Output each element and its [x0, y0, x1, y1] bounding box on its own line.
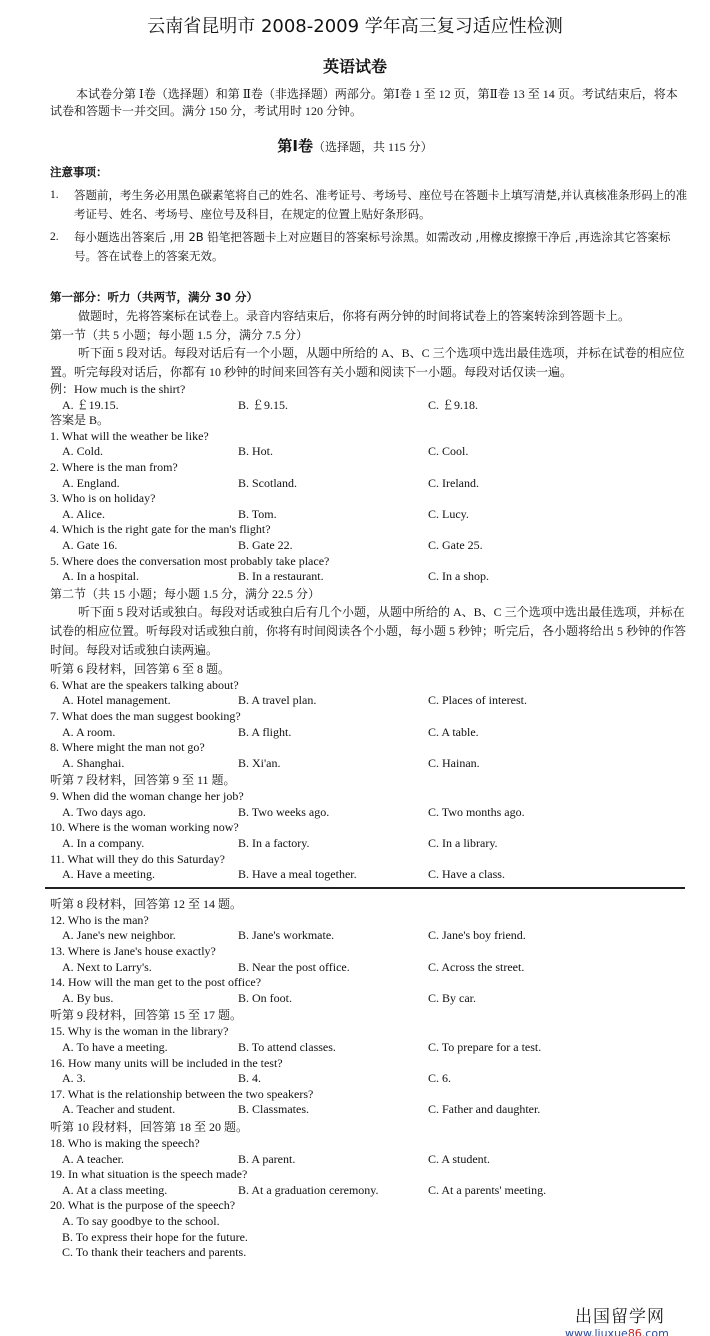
option-b: B. Scotland.	[238, 475, 297, 490]
section-heading: 听第 6 段材料，回答第 6 至 8 题。	[50, 661, 231, 676]
question: 2. Where is the man from?	[50, 459, 178, 474]
question: 11. What will they do this Saturday?	[50, 851, 225, 866]
option-line: C. To thank their teachers and parents.	[62, 1245, 247, 1260]
volume-title: 第Ⅰ卷	[277, 137, 314, 155]
question: 6. What are the speakers talking about?	[50, 677, 239, 692]
logo-text: 出国留学网	[575, 1307, 665, 1327]
options-row	[50, 960, 690, 976]
section-heading: 听第 7 段材料，回答第 9 至 11 题。	[50, 773, 236, 788]
option-b: B. 4.	[238, 1071, 262, 1086]
option-b: B. Tom.	[238, 506, 277, 521]
question: 19. In what situation is the speech made?	[50, 1167, 248, 1182]
option-line: A. To say goodbye to the school.	[62, 1213, 220, 1228]
question: 答案是 B。	[50, 413, 110, 428]
part-heading: 第一部分：听力（共两节，满分 30 分）	[50, 290, 259, 304]
question: 18. Who is making the speech?	[50, 1135, 200, 1150]
option-b: B. A travel plan.	[238, 693, 317, 708]
option-a: A. Two days ago.	[62, 804, 146, 819]
option-b: B. Have a meal together.	[238, 867, 357, 882]
option-a: A. Have a meeting.	[62, 867, 155, 882]
section-heading: 第二节（共 15 小题；每小题 1.5 分，满分 22.5 分）	[50, 586, 321, 601]
option-b: B. Jane's workmate.	[238, 928, 335, 943]
options-row	[50, 1102, 690, 1118]
note-item	[50, 228, 690, 265]
option-c: C. To prepare for a test.	[428, 1040, 542, 1054]
option-a: A. England.	[62, 475, 120, 490]
option-b: B. Two weeks ago.	[238, 804, 330, 819]
divider-line	[45, 887, 685, 889]
option-c: C. Ireland.	[428, 475, 479, 490]
note-item	[50, 186, 690, 223]
question: 14. How will the man get to the post office?	[50, 975, 262, 990]
option-b: B. To attend classes.	[238, 1040, 336, 1054]
options-row	[50, 756, 690, 772]
options-row	[50, 991, 690, 1007]
option-b: B. Near the post office.	[238, 959, 350, 974]
logo-url: www.liuxue86.com	[565, 1327, 669, 1336]
option-c: C. Have a class.	[428, 867, 505, 882]
option-c: C. In a shop.	[428, 569, 489, 584]
option-b: B. Xi'an.	[238, 755, 281, 770]
option-line: B. To express their hope for the future.	[62, 1229, 248, 1244]
option-a: A. In a hospital.	[62, 569, 139, 584]
volume-heading	[0, 135, 710, 156]
question: 12. Who is the man?	[50, 912, 149, 927]
section-heading: 第一节（共 5 小题；每小题 1.5 分，满分 7.5 分）	[50, 328, 309, 342]
option-c: C. ￡9.18.	[428, 397, 479, 412]
option-b: B. Classmates.	[238, 1102, 309, 1117]
option-a: A. Teacher and student.	[62, 1102, 176, 1117]
option-a: A. A room.	[62, 724, 116, 739]
option-a: A. ￡19.15.	[62, 397, 119, 412]
option-b: B. Hot.	[238, 444, 274, 459]
question: 13. Where is Jane's house exactly?	[50, 944, 216, 959]
option-b: B. In a factory.	[238, 836, 310, 851]
option-c: C. Father and daughter.	[428, 1102, 541, 1117]
instruction-paragraph: 听下面 5 段对话。每段对话后有一个小题，从题中所给的 A、B、C 三个选项中选出最佳选项，并标在试卷的相应位置。听完每段对话后，你都有 10 秒钟的时间来回答有关小题和阅读下一小题。每段对话仅读一遍。	[50, 346, 685, 379]
option-a: A. Cold.	[62, 444, 104, 459]
option-b: B. At a graduation ceremony.	[238, 1182, 379, 1197]
intro-paragraph: 本试卷分第 Ⅰ卷（选择题）和第 Ⅱ卷（非选择题）两部分。第Ⅰ卷 1 至 12 页，第Ⅱ卷 13 至 14 页。考试结束后，将本试卷和答题卡一并交回。满分 150 分，考试用时 120 分钟。	[50, 87, 678, 118]
section-heading: 听第 10 段材料，回答第 18 至 20 题。	[50, 1119, 249, 1134]
option-a: A. 3.	[62, 1071, 86, 1086]
option-a: A. By bus.	[62, 990, 114, 1005]
instruction-paragraph: 听下面 5 段对话或独白。每段对话或独白后有几个小题，从题中所给的 A、B、C 三个选项中选出最佳选项，并标在试卷的相应位置。听每段对话或独白前，你将有时间阅读各个小题，每小题 5 秒钟；听完后，各小题将给出 5 秒钟的作答时间。每段对话或独白读两遍。	[50, 604, 687, 657]
option-a: A. Jane's new neighbor.	[62, 928, 176, 943]
instruction-paragraph: 做题时，先将答案标在试卷上。录音内容结束后，你将有两分钟的时间将试卷上的答案转涂到答题卡上。	[78, 309, 631, 323]
option-c: C. A student.	[428, 1151, 491, 1166]
options-row	[50, 867, 690, 883]
option-a: A. To have a meeting.	[62, 1040, 168, 1054]
option-a: A. Next to Larry's.	[62, 959, 152, 974]
options-row	[50, 538, 690, 554]
option-c: C. Jane's boy friend.	[428, 928, 526, 943]
options-row	[50, 1040, 690, 1056]
options-row	[50, 476, 690, 492]
question: 17. What is the relationship between the two speakers?	[50, 1086, 314, 1101]
options-row	[50, 836, 690, 852]
option-c: C. Hainan.	[428, 755, 480, 770]
notes-heading: 注意事项：	[50, 165, 108, 179]
note-number: 2.	[50, 231, 59, 243]
option-a: A. Hotel management.	[62, 693, 171, 708]
options-row	[50, 1152, 690, 1168]
option-b: B. In a restaurant.	[238, 569, 324, 584]
question: 20. What is the purpose of the speech?	[50, 1198, 236, 1213]
options-row	[50, 398, 690, 414]
exam-subtitle: 英语试卷	[322, 57, 387, 76]
section-heading: 听第 8 段材料，回答第 12 至 14 题。	[50, 896, 243, 911]
option-a: A. Gate 16.	[62, 537, 118, 552]
option-a: A. A teacher.	[62, 1151, 124, 1166]
exam-title: 云南省昆明市 2008-2009 学年高三复习适应性检测	[147, 16, 563, 37]
option-c: C. Two months ago.	[428, 804, 525, 819]
question: 4. Which is the right gate for the man's flight?	[50, 522, 271, 537]
option-c: C. At a parents' meeting.	[428, 1182, 547, 1197]
question: 5. Where does the conversation most probably take place?	[50, 553, 330, 568]
volume-note: （选择题，共 115 分）	[313, 140, 433, 154]
question: 10. Where is the woman working now?	[50, 820, 239, 835]
question: 15. Why is the woman in the library?	[50, 1024, 229, 1039]
options-row	[50, 928, 690, 944]
option-b: B. ￡9.15.	[238, 397, 289, 412]
question: 例：How much is the shirt?	[50, 382, 186, 396]
options-row	[50, 1071, 690, 1087]
option-c: C. Places of interest.	[428, 693, 527, 708]
option-c: C. Across the street.	[428, 959, 525, 974]
option-c: C. By car.	[428, 990, 476, 1005]
option-c: C. Cool.	[428, 444, 469, 459]
question: 7. What does the man suggest booking?	[50, 708, 241, 723]
option-a: A. Shanghai.	[62, 755, 125, 770]
question: 16. How many units will be included in the test?	[50, 1055, 283, 1070]
options-row	[50, 725, 690, 741]
site-logo	[565, 1302, 669, 1336]
options-row	[50, 805, 690, 821]
note-text: 答题前，考生务必用黑色碳素笔将自己的姓名、准考证号、考场号、座位号在答题卡上填写清楚,并认真核准条形码上的准考证号、姓名、考场号、座位号及科目，在规定的位置上贴好条形码。	[74, 188, 688, 221]
question: 9. When did the woman change her job?	[50, 789, 244, 804]
options-row	[50, 569, 690, 585]
question: 8. Where might the man not go?	[50, 740, 205, 755]
option-b: B. Gate 22.	[238, 537, 293, 552]
options-row	[50, 1183, 690, 1199]
section-heading: 听第 9 段材料，回答第 15 至 17 题。	[50, 1008, 243, 1023]
option-b: B. A parent.	[238, 1151, 296, 1166]
options-row	[50, 693, 690, 709]
option-a: A. In a company.	[62, 836, 145, 851]
question: 1. What will the weather be like?	[50, 428, 209, 443]
options-row	[50, 444, 690, 460]
option-c: C. In a library.	[428, 836, 498, 851]
option-a: A. At a class meeting.	[62, 1182, 168, 1197]
option-c: C. Gate 25.	[428, 537, 483, 552]
question: 3. Who is on holiday?	[50, 491, 156, 506]
option-c: C. A table.	[428, 724, 479, 739]
options-row	[50, 507, 690, 523]
option-b: B. A flight.	[238, 724, 292, 739]
note-number: 1.	[50, 189, 59, 201]
exam-body	[50, 288, 690, 1261]
notes-list	[50, 186, 690, 270]
option-b: B. On foot.	[238, 990, 292, 1005]
note-text: 每小题选出答案后 ,用 2B 铅笔把答题卡上对应题目的答案标号涂黑。如需改动 ,用橡皮擦擦干净后 ,再选涂其它答案标号。答在试卷上的答案无效。	[74, 230, 671, 263]
option-c: C. Lucy.	[428, 506, 469, 521]
option-c: C. 6.	[428, 1071, 452, 1086]
option-a: A. Alice.	[62, 506, 105, 521]
